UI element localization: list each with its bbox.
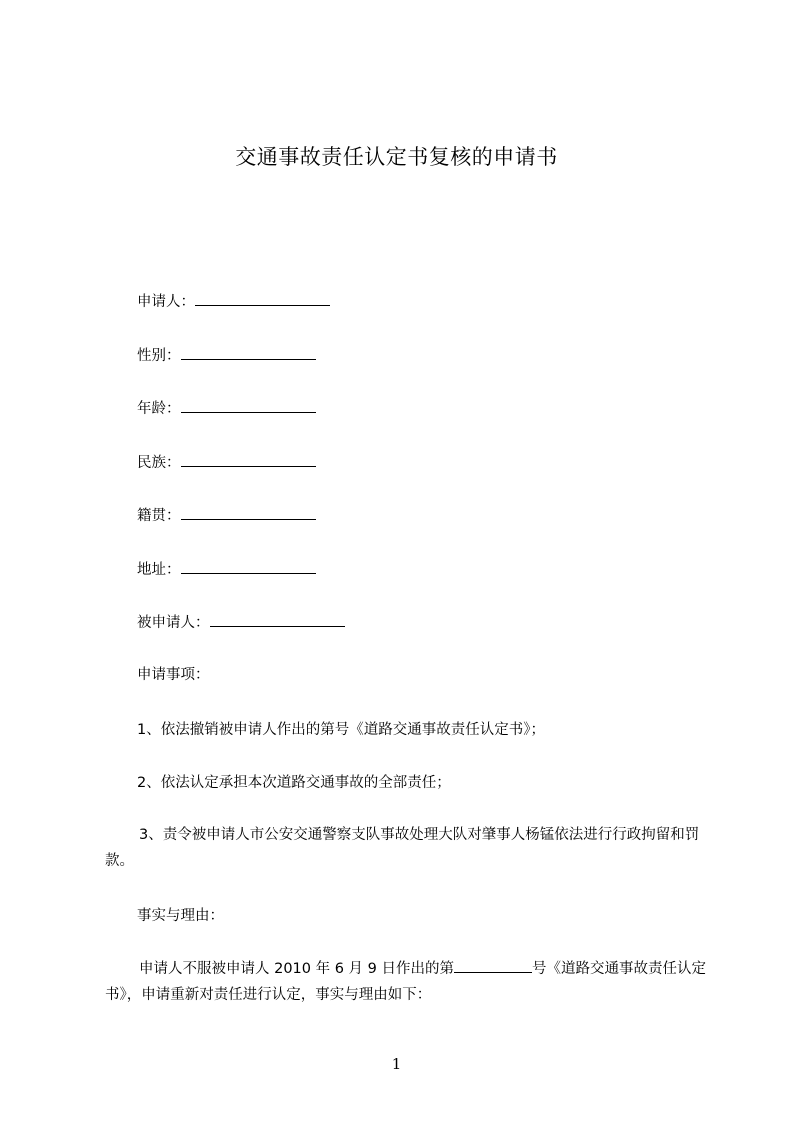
request-item-2: 2、依法认定承担本次道路交通事故的全部责任； xyxy=(137,775,451,791)
facts-heading: 事实与理由： xyxy=(137,908,224,924)
gender-blank[interactable] xyxy=(181,345,316,360)
age-field xyxy=(137,398,316,419)
address-label: 地址： xyxy=(137,562,181,578)
native-place-blank[interactable] xyxy=(181,505,316,520)
page-number: 1 xyxy=(391,1055,402,1073)
facts-paragraph xyxy=(105,956,717,1008)
request-item-3: 3、责令被申请人市公安交通警察支队事故处理大队对肇事人杨锰依法进行行政拘留和罚款。 xyxy=(105,827,700,869)
address-blank[interactable] xyxy=(181,559,316,574)
document-title: 交通事故责任认定书复核的申请书 xyxy=(235,145,558,169)
respondent-field xyxy=(137,612,345,633)
address-field xyxy=(137,559,316,580)
facts-text-part2: 号《道路交通事故责任认定书》，申请重新对责任进行认定，事实与理由如下： xyxy=(105,961,707,1003)
request-item-1: 1、依法撤销被申请人作出的第号《道路交通事故责任认定书》； xyxy=(137,722,545,738)
gender-label: 性别： xyxy=(137,348,181,364)
facts-text-part1: 申请人不服被申请人 2010 年 6 月 9 日作出的第 xyxy=(139,961,455,977)
respondent-blank[interactable] xyxy=(210,612,345,627)
applicant-label: 申请人： xyxy=(137,294,195,310)
ethnicity-field xyxy=(137,452,316,473)
ethnicity-label: 民族： xyxy=(137,455,181,471)
applicant-field xyxy=(137,291,330,312)
respondent-label: 被申请人： xyxy=(137,615,210,631)
age-blank[interactable] xyxy=(181,398,316,413)
age-label: 年龄： xyxy=(137,401,181,417)
applicant-blank[interactable] xyxy=(195,291,330,306)
request-heading: 申请事项： xyxy=(137,667,210,683)
gender-field xyxy=(137,345,316,366)
document-number-blank[interactable] xyxy=(454,958,532,973)
ethnicity-blank[interactable] xyxy=(181,452,316,467)
native-place-field xyxy=(137,505,316,526)
native-place-label: 籍贯： xyxy=(137,508,181,524)
